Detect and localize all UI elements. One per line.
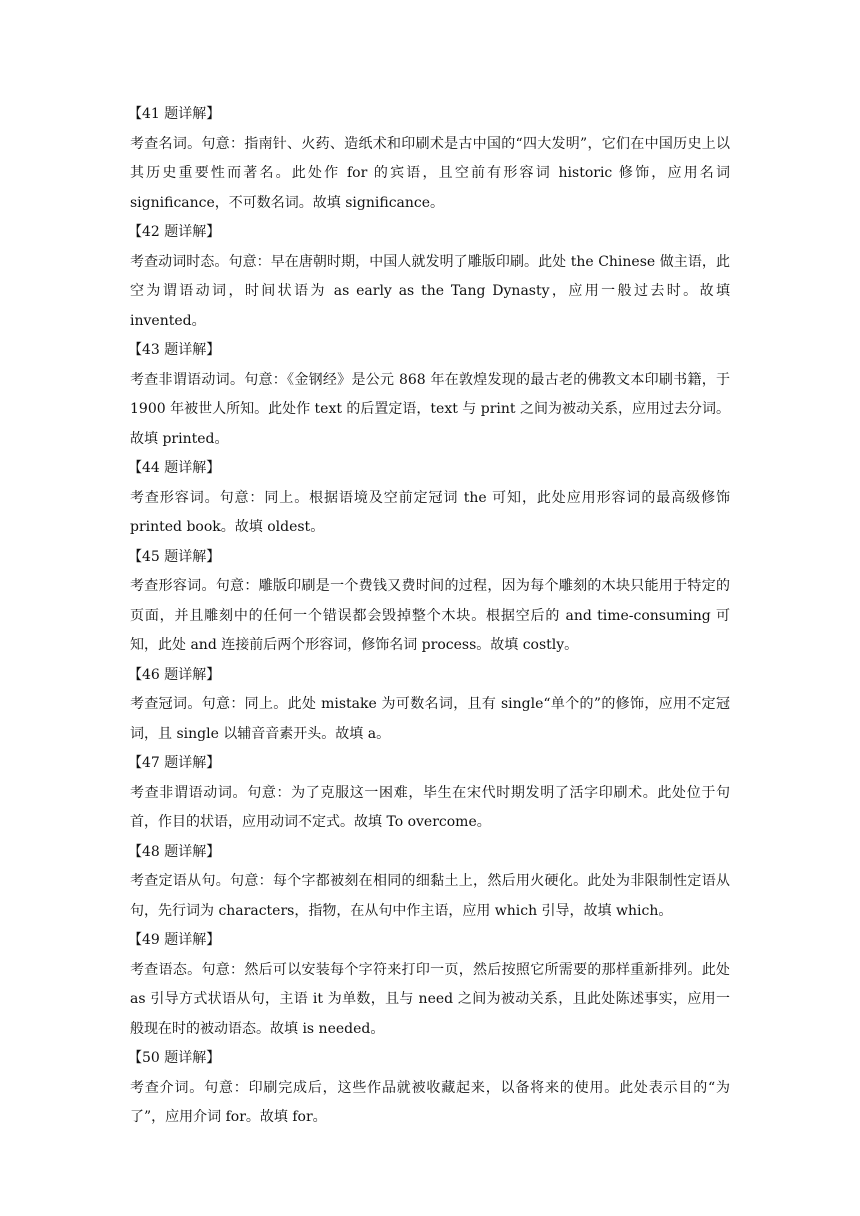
explanation-46 bbox=[130, 661, 730, 750]
explanation-50 bbox=[130, 1044, 730, 1133]
explanation-heading: 【44 题详解】 bbox=[128, 460, 221, 476]
explanation-42 bbox=[130, 218, 730, 336]
explanation-text: 考查形容词。句意：同上。根据语境及空前定冠词 the 可知，此处应用形容词的最高级修饰 printed book。故填 oldest。 bbox=[130, 489, 730, 535]
explanation-45 bbox=[130, 543, 730, 661]
explanation-heading: 【48 题详解】 bbox=[128, 843, 221, 860]
explanation-heading: 【46 题详解】 bbox=[128, 666, 221, 683]
explanation-text: 考查动词时态。句意：早在唐朝时期，中国人就发明了雕版印刷。此处 the Chinese 做主语，此空为谓语动词，时间状语为 as early as the Tang Dynasty，应用一般过去时。故填 invented。 bbox=[130, 253, 730, 329]
explanation-text: 考查介词。句意：印刷完成后，这些作品就被收藏起来，以备将来的使用。此处表示目的“为了”，应用介词 for。故填 for。 bbox=[130, 1079, 730, 1125]
explanation-43 bbox=[130, 336, 730, 454]
explanation-heading: 【50 题详解】 bbox=[128, 1050, 221, 1066]
explanation-text: 考查名词。句意：指南针、火药、造纸术和印刷术是古中国的“四大发明”，它们在中国历史上以其历史重要性而著名。此处作 for 的宾语，且空前有形容词 historic 修饰，应用名词 significance，不可数名词。故填 significance。 bbox=[130, 135, 730, 211]
explanation-48 bbox=[130, 838, 730, 927]
explanation-heading: 【42 题详解】 bbox=[128, 224, 221, 240]
explanation-heading: 【43 题详解】 bbox=[128, 342, 221, 358]
explanation-text: 考查冠词。句意：同上。此处 mistake 为可数名词，且有 single“单个的”的修饰，应用不定冠词，且 single 以辅音音素开头。故填 a。 bbox=[130, 696, 730, 742]
explanation-text: 考查非谓语动词。句意：为了克服这一困难，毕生在宋代时期发明了活字印刷术。此处位于句首，作目的状语，应用动词不定式。故填 To overcome。 bbox=[130, 784, 730, 830]
explanation-heading: 【41 题详解】 bbox=[128, 106, 221, 122]
explanation-41 bbox=[130, 100, 730, 218]
explanation-44 bbox=[130, 454, 730, 543]
explanation-47 bbox=[130, 749, 730, 838]
explanation-heading: 【45 题详解】 bbox=[128, 548, 221, 565]
answer-explanations bbox=[130, 100, 730, 1133]
explanation-heading: 【47 题详解】 bbox=[128, 755, 221, 771]
explanation-text: 考查定语从句。句意：每个字都被刻在相同的细黏土上，然后用火硬化。此处为非限制性定语从句，先行词为 characters，指物，在从句中作主语，应用 which 引导，故填 which。 bbox=[130, 873, 730, 919]
explanation-text: 考查形容词。句意：雕版印刷是一个费钱又费时间的过程，因为每个雕刻的木块只能用于特定的页面，并且雕刻中的任何一个错误都会毁掉整个木块。根据空后的 and time-consuming 可知，此处 and 连接前后两个形容词，修饰名词 process。故填 costly。 bbox=[130, 578, 730, 653]
explanation-49 bbox=[130, 926, 730, 1044]
explanation-text: 考查非谓语动词。句意：《金钢经》是公元 868 年在敦煌发现的最古老的佛教文本印刷书籍，于 1900 年被世人所知。此处作 text 的后置定语，text 与 print 之间为被动关系，应用过去分词。故填 printed。 bbox=[130, 371, 730, 447]
explanation-heading: 【49 题详解】 bbox=[128, 932, 221, 948]
explanation-text: 考查语态。句意：然后可以安装每个字符来打印一页，然后按照它所需要的那样重新排列。此处 as 引导方式状语从句，主语 it 为单数，且与 need 之间为被动关系，且此处陈述事实，应用一般现在时的被动语态。故填 is needed。 bbox=[130, 961, 730, 1037]
